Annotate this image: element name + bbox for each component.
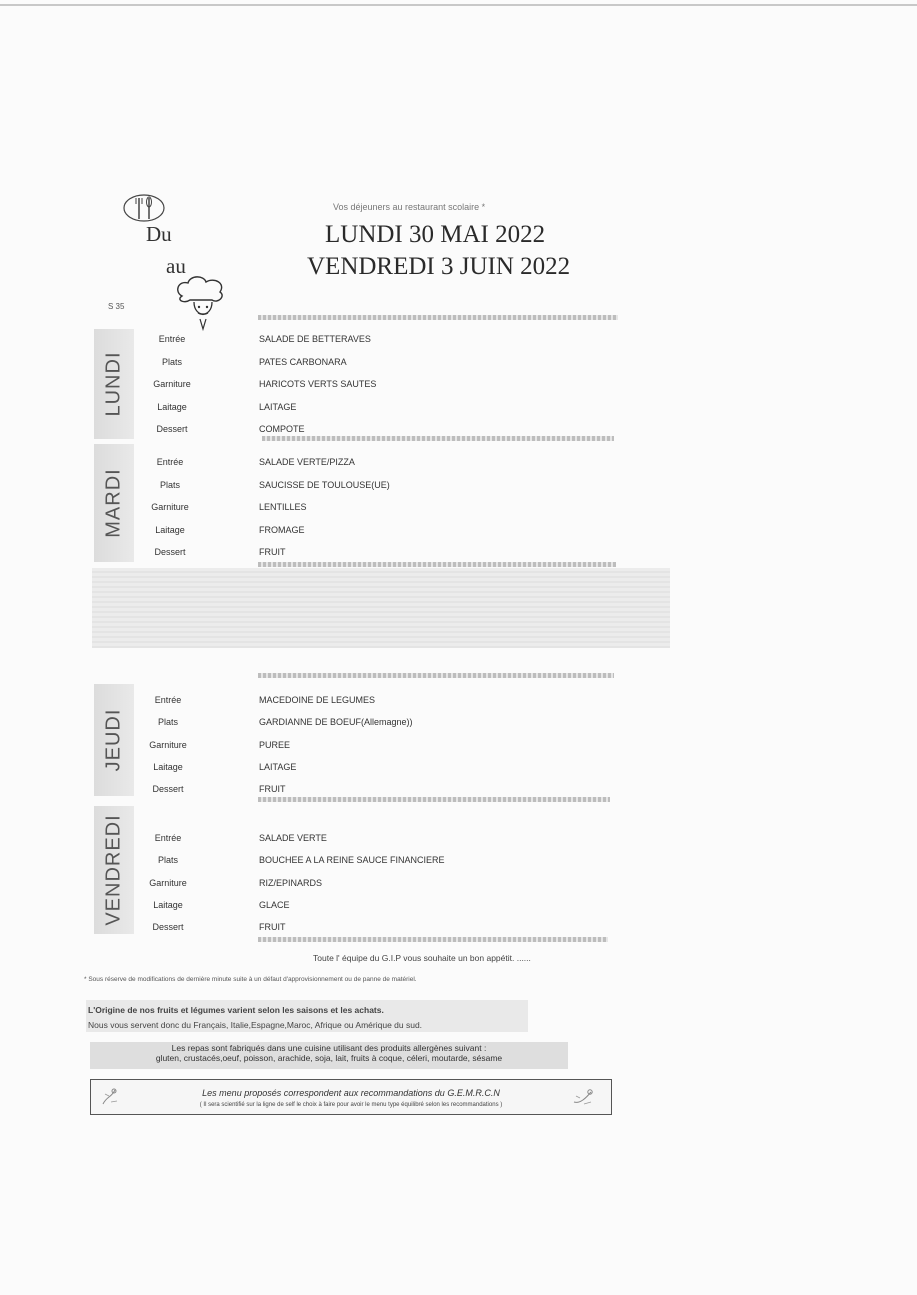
separator: [258, 562, 616, 567]
category-label: Garniture: [153, 379, 191, 389]
menu-item: COMPOTE: [259, 424, 305, 434]
category-label: Laitage: [157, 402, 187, 412]
menu-item: PATES CARBONARA: [259, 357, 347, 367]
header-end-date: VENDREDI 3 JUIN 2022: [307, 253, 571, 280]
menu-item: LENTILLES: [259, 502, 307, 512]
day-label-jeudi: JEUDI: [94, 684, 134, 796]
category-label: Entrée: [158, 334, 186, 344]
reserve-note: * Sous réserve de modifications de dernière minute suite à un défaut d'approvisionnement ou de panne de matériel.: [84, 976, 417, 983]
gemrcn-box: [90, 1079, 612, 1115]
category-label: Dessert: [152, 922, 184, 932]
category-label: Laitage: [153, 900, 183, 910]
gemrcn-line2: ( Il sera scientifié sur la ligne de self le choix à faire pour avoir le menu type équilibré selon les recommandations ): [199, 1102, 503, 1108]
origin-text: Nous vous servent donc du Français, Italie,Espagne,Maroc, Afrique ou Amérique du sud.: [88, 1020, 423, 1030]
category-label: Plats: [157, 717, 178, 727]
header-start-date: LUNDI 30 MAI 2022: [325, 221, 546, 248]
menu-item: FRUIT: [259, 784, 286, 794]
day-label-mardi: MARDI: [94, 444, 134, 562]
bon-appetit-note: Toute l' équipe du G.I.P vous souhaite un bon appétit. ......: [313, 953, 531, 963]
separator: [258, 937, 608, 942]
menu-item: BOUCHEE A LA REINE SAUCE FINANCIERE: [259, 855, 445, 865]
category-label: Entrée: [154, 695, 182, 705]
menu-item: FRUIT: [259, 547, 286, 557]
menu-item: SALADE DE BETTERAVES: [259, 334, 371, 344]
category-label: Garniture: [149, 740, 187, 750]
category-label: Laitage: [155, 525, 185, 535]
cutlery-logo-icon: [120, 192, 168, 224]
allergen-band: [90, 1042, 568, 1069]
separator: [258, 797, 610, 802]
category-label: Laitage: [153, 762, 183, 772]
menu-item: LAITAGE: [259, 762, 297, 772]
week-code: S 35: [108, 302, 125, 311]
menu-item: FRUIT: [259, 922, 286, 932]
category-label: Plats: [157, 855, 178, 865]
category-label: Dessert: [156, 424, 188, 434]
menu-item: HARICOTS VERTS SAUTES: [259, 379, 377, 389]
menu-item: GLACE: [259, 900, 290, 910]
day-label-vendredi: VENDREDI: [94, 806, 134, 934]
category-label: Entrée: [154, 833, 182, 843]
chef-logo-icon: [172, 274, 234, 332]
category-label: Dessert: [154, 547, 186, 557]
category-label: Dessert: [152, 784, 184, 794]
category-label: Plats: [161, 357, 182, 367]
day-label-lundi: LUNDI: [94, 329, 134, 439]
separator: [258, 315, 618, 320]
category-label: Garniture: [149, 878, 187, 888]
menu-item: FROMAGE: [259, 525, 305, 535]
gemrcn-line1: Les menu proposés correspondent aux recommandations du G.E.M.R.C.N: [202, 1088, 500, 1098]
blank-day-block: [92, 568, 670, 648]
menu-item: SALADE VERTE/PIZZA: [259, 457, 355, 467]
separator: [258, 673, 614, 678]
category-label: Garniture: [151, 502, 189, 512]
menu-item: RIZ/EPINARDS: [259, 878, 323, 888]
menu-item: SAUCISSE DE TOULOUSE(UE): [259, 480, 390, 490]
separator: [262, 436, 614, 441]
allergen-line2: gluten, crustacés,oeuf, poisson, arachide, soja, lait, fruits à coque, céleri, moutarde, sésame: [155, 1053, 503, 1063]
menu-item: PUREE: [259, 740, 291, 750]
vegetable-doodle-icon: [571, 1086, 595, 1108]
category-label: Entrée: [156, 457, 184, 467]
menu-item: LAITAGE: [259, 402, 297, 412]
header-du: Du: [146, 222, 172, 246]
menu-item: MACEDOINE DE LEGUMES: [259, 695, 376, 705]
header-subtitle: Vos déjeuners au restaurant scolaire *: [333, 202, 486, 212]
menu-item: GARDIANNE DE BOEUF(Allemagne)): [259, 717, 413, 727]
allergen-line1: Les repas sont fabriqués dans une cuisine utilisant des produits allergènes suivant :: [171, 1043, 487, 1053]
category-label: Plats: [159, 480, 180, 490]
origin-title: L'Origine de nos fruits et légumes varient selon les saisons et les achats.: [88, 1005, 384, 1015]
scan-top-edge: [0, 4, 917, 6]
header-au: au: [166, 254, 186, 278]
menu-item: SALADE VERTE: [259, 833, 327, 843]
